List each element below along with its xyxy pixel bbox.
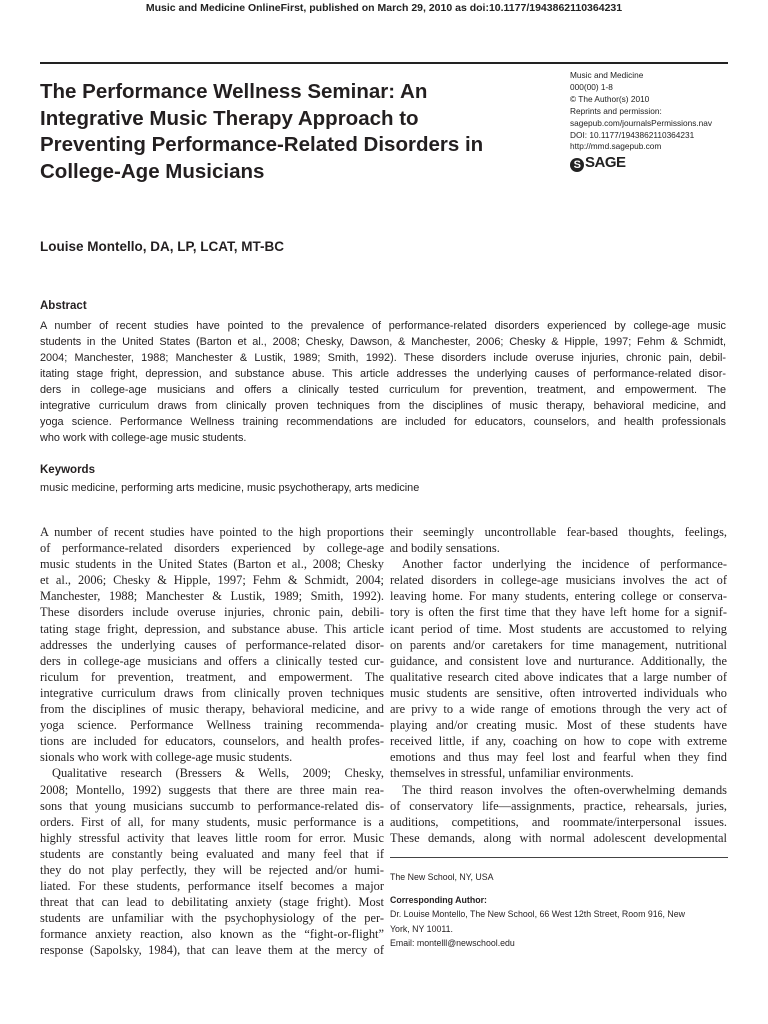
text-line: response (Sapolsky, 1984), that can leave them at the mercy of xyxy=(40,943,384,958)
text-line: 2004; Manchester, 1988; Manchester & Lustik, 1989; Smith, 1992). These disorders include overuse injuries, chronic pain, debil- xyxy=(40,352,726,364)
text-line: guidance, and consistent love and nurturance. Additionally, the xyxy=(390,653,727,668)
text-line: of conservatory life—assignments, practice, rehearsals, juries, xyxy=(390,798,727,813)
doi[interactable]: DOI: 10.1177/1943862110364231 xyxy=(570,129,695,140)
text-line: sionals who work with college-age music students. xyxy=(40,750,293,765)
keywords: music medicine, performing arts medicine, music psychotherapy, arts medicine xyxy=(40,482,420,494)
permissions-link[interactable]: sagepub.com/journalsPermissions.nav xyxy=(570,117,713,128)
text-line: sons that young musicians succumb to performance-related dis- xyxy=(40,798,384,813)
journal-metadata xyxy=(570,70,712,172)
text-line: riculum for prevention, treatment, and empowerment. The xyxy=(40,669,384,684)
text-line: playing and/or creating music. Most of these students have xyxy=(390,718,727,733)
text-line: they do not play perfectly, they will be rejected and/or humi- xyxy=(40,862,384,877)
text-line: ders in college-age musicians and offers a clinically tested cur- xyxy=(40,653,384,668)
corresponding-address: Dr. Louise Montello, The New School, 66 West 12th Street, Room 916, New xyxy=(390,909,686,920)
abstract-body xyxy=(40,318,726,446)
text-line: integrative curriculum draws from clinically proven techniques xyxy=(40,685,384,700)
text-line: A number of recent studies have pointed to the high proportions xyxy=(40,525,384,539)
body-column-left xyxy=(40,524,384,959)
text-line: emotions and thus may feel lost and fearful when they find xyxy=(390,750,727,765)
text-line: tions are included for educators, counselors, and health profes- xyxy=(40,734,384,749)
corresponding-address: York, NY 10011. xyxy=(390,923,453,934)
text-line: auditions, competitions, and roommate/interpersonal issues. xyxy=(390,814,727,829)
body-column-right xyxy=(390,524,727,846)
text-line: addresses the underlying causes of performance-related disor- xyxy=(40,637,384,652)
text-line: their seemingly uncontrollable fear-based thoughts, feelings, xyxy=(390,525,727,539)
footnote-rule xyxy=(390,857,728,858)
text-line: and bodily sensations. xyxy=(390,541,500,556)
text-line: These demands, along with normal adolescent developmental xyxy=(390,830,727,845)
text-line: orders. First of all, for many students, music performance is a xyxy=(40,814,384,829)
text-line: itating stage fright, depression, and substance abuse. This article addresses the underlying causes of performance-related disor- xyxy=(40,368,726,380)
online-first-notice: Music and Medicine OnlineFirst, published on March 29, 2010 as doi:10.1177/1943862110364231 xyxy=(145,2,623,14)
text-line: are privy to a wide range of emotions through the very act of xyxy=(390,702,727,717)
text-line: who work with college-age music students. xyxy=(40,432,247,444)
affiliation: The New School, NY, USA xyxy=(390,872,494,882)
text-line: 2008; Montello, 1992) suggests that there are three main rea- xyxy=(40,782,384,797)
copyright: © The Author(s) 2010 xyxy=(570,93,650,104)
text-line: These disorders include overuse injuries, chronic pain, debili- xyxy=(40,605,384,620)
text-line: et al., 2006; Chesky & Hipple, 1997; Fehm & Schmidt, 2004; xyxy=(40,573,384,588)
text-line: A number of recent studies have pointed to the prevalence of performance-related disorders experienced by college-age music xyxy=(40,320,726,332)
footnote xyxy=(390,870,730,950)
keywords-heading: Keywords xyxy=(40,464,95,476)
text-line: music students in the United States (Barton et al., 2008; Chesky xyxy=(40,557,384,572)
text-line: yoga science. Performance Wellness training recommenda- xyxy=(40,718,384,733)
sage-logo: S SAGE xyxy=(570,154,712,172)
abstract-heading: Abstract xyxy=(40,300,87,312)
text-line: themselves in stressful, unfamiliar environments. xyxy=(390,766,634,781)
text-line: highly stressful activity that leaves little room for error. Music xyxy=(40,830,384,845)
sage-s-icon: S xyxy=(570,158,584,172)
text-line: integrative curriculum draws from clinically proven techniques from the disciplines of music therapy, behavioral medicine, and xyxy=(40,400,726,412)
text-line: on parents and/or caretakers for time management, nutritional xyxy=(390,637,727,652)
corresponding-email[interactable]: Email: montelll@newschool.edu xyxy=(390,937,515,948)
text-line: Manchester, 1988; Manchester & Lustik, 1989; Smith, 1992). xyxy=(40,589,384,604)
text-line: liated. For these students, performance itself becomes a major xyxy=(40,879,384,894)
text-line: Another factor underlying the incidence of performance- xyxy=(402,557,727,572)
journal-url[interactable]: http://mmd.sagepub.com xyxy=(570,141,662,152)
header-rule xyxy=(40,62,728,64)
text-line: formance anxiety reaction, also known as the “fight-or-flight” xyxy=(40,927,384,942)
text-line: qualitative research cited above indicates that a large number of xyxy=(390,669,727,684)
text-line: The third reason involves the often-overwhelming demands xyxy=(402,782,727,797)
corresponding-author-heading: Corresponding Author: xyxy=(390,895,487,906)
text-line: tating stage fright, depression, and substance abuse. This article xyxy=(40,621,384,636)
text-line: students are constantly being evaluated and many feel that if xyxy=(40,846,384,861)
article-title: The Performance Wellness Seminar: An Integrative Music Therapy Approach to Preventing Performance-Related Disorders in College-Age Musicians xyxy=(40,80,484,183)
text-line: music students are sensitive, often introverted individuals who xyxy=(390,685,727,700)
text-line: yoga science. Performance Wellness training recommendations are included for educators, counselors, and health professionals xyxy=(40,416,726,428)
text-line: students are unfamiliar with the psychophysiology of the per- xyxy=(40,911,384,926)
text-line: related disorders in college-age musicians involves the act of xyxy=(390,573,727,588)
text-line: leaving home. For many students, entering college or conserva- xyxy=(390,589,727,604)
text-line: ders in college-age musicians and offers a clinically tested curriculum for prevention, treatment, and empowerment. The xyxy=(40,384,726,396)
reprints-label: Reprints and permission: xyxy=(570,105,662,116)
author-line: Louise Montello, DA, LP, LCAT, MT-BC xyxy=(40,239,284,254)
text-line: from the disciplines of music therapy, behavioral medicine, and xyxy=(40,702,384,717)
text-line: Qualitative research (Bressers & Wells, 2009; Chesky, xyxy=(52,766,384,781)
text-line: students in the United States (Barton et al., 2008; Chesky, Dawson, & Manchester, 2006; Chesky & Hipple, 1997; Fehm & Schmidt, xyxy=(40,336,726,348)
text-line: icant period of time. Most students are accustomed to relying xyxy=(390,621,727,636)
text-line: of performance-related disorders experienced by college-age xyxy=(40,541,384,556)
text-line: tory is often the first time that they have left home for a signif- xyxy=(390,605,727,620)
text-line: threat that can lead to debilitating anxiety (stage fright). Most xyxy=(40,895,384,910)
text-line: received little, if any, coaching on how to cope with extreme xyxy=(390,734,727,749)
journal-name: Music and Medicine xyxy=(570,70,644,80)
volume-pages: 000(00) 1-8 xyxy=(570,81,613,92)
